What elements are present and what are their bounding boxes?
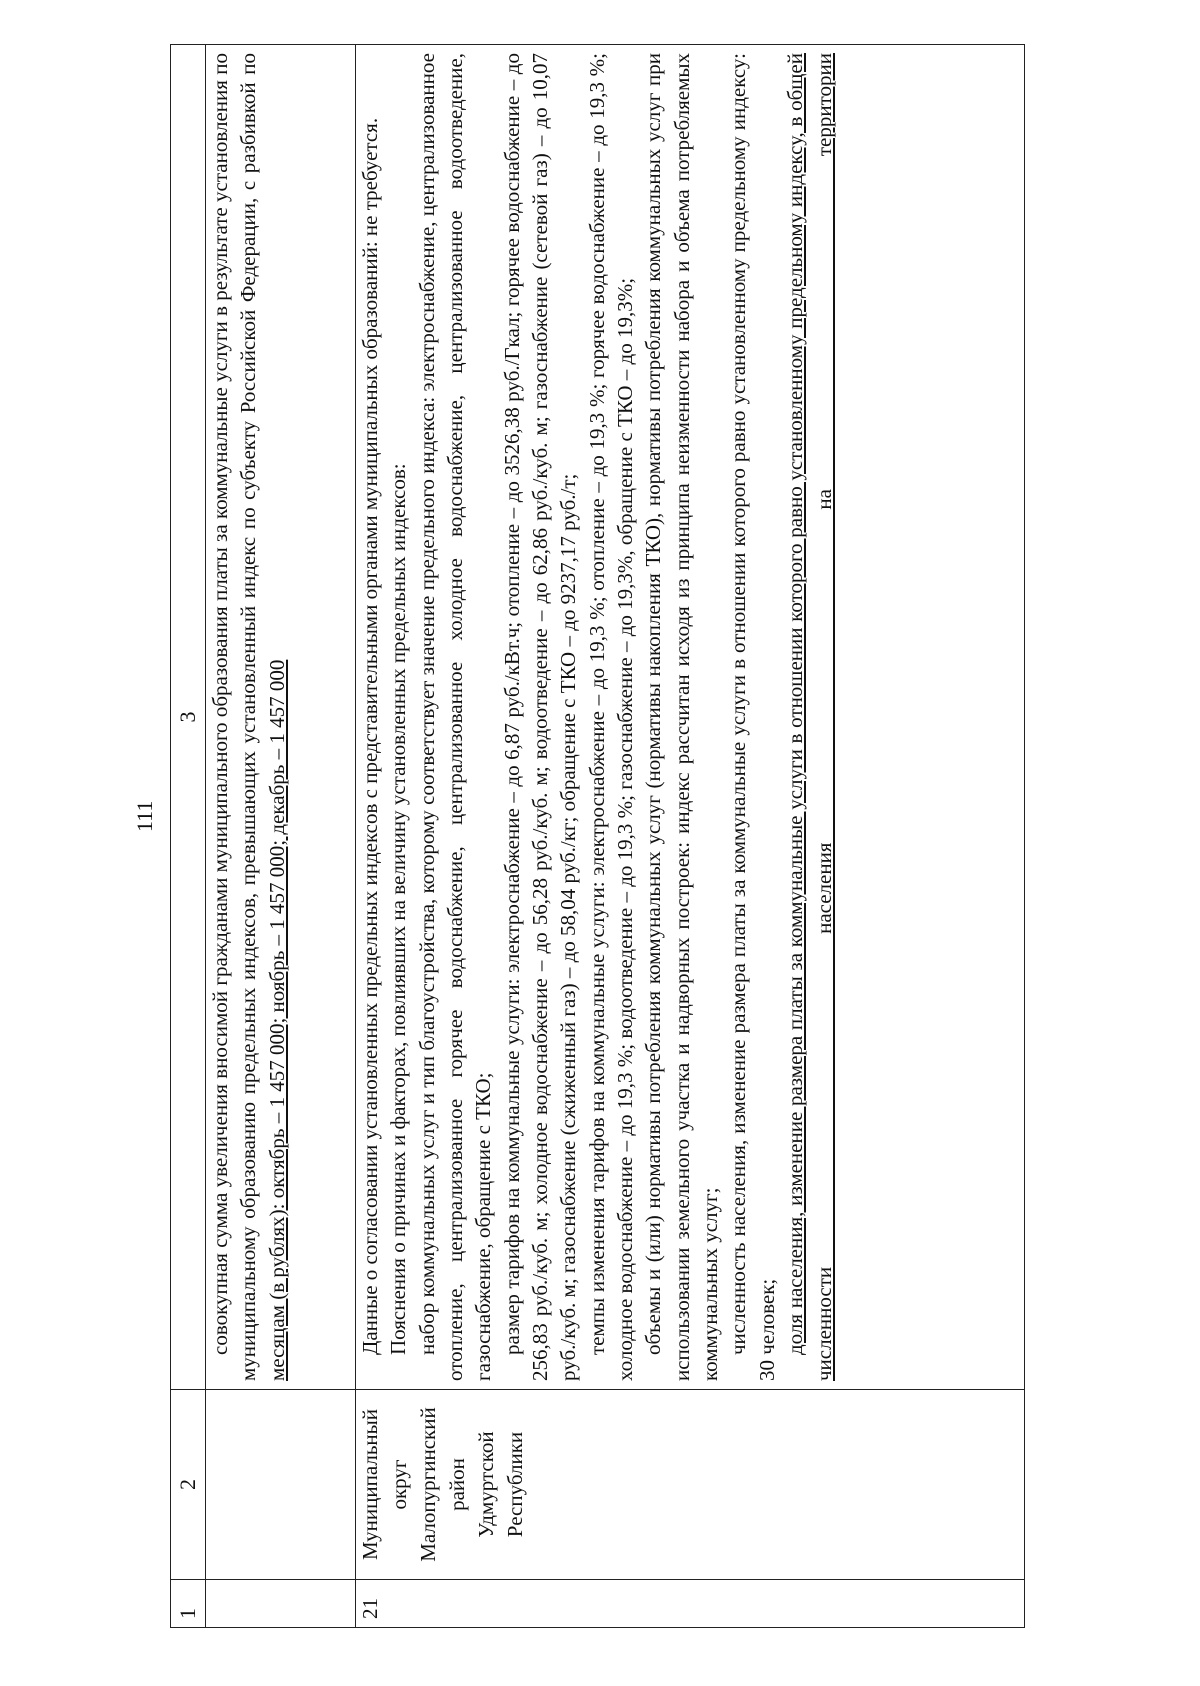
- page-number: 111: [132, 800, 157, 832]
- header-col-2: 2: [171, 1390, 206, 1580]
- paragraph-services-set: набор коммунальных услуг и тип благоустройства, которому соответствует значение предельного индекса: электроснабжение, централизованное отопление, централизованное горячее водоснабжение, централизованное холодное водоснабжение, централизованное водоотведение, газоснабжение, обращение с ТКО;: [414, 53, 496, 1381]
- region-line: район: [444, 1458, 469, 1511]
- region-line: Муниципальный: [358, 1409, 382, 1560]
- region-line: Республики: [502, 1431, 527, 1538]
- row-number: 21: [356, 1580, 1025, 1628]
- region-name: [356, 1390, 1025, 1580]
- continuation-underlined-text: месяцам (в рублях): октябрь – 1 457 000; ноябрь – 1 457 000; декабрь – 1 457 000: [264, 659, 289, 1381]
- paragraph-population: численность населения, изменение размера платы за коммунальные услуги в отношении которого равно установленному предельному индексу: 30 человек;: [726, 53, 779, 1381]
- data-table: [170, 44, 1025, 1628]
- continuation-text: совокупная сумма увеличения вносимой гражданами муниципального образования платы за коммунальные услуги в результате установления по муниципальному образованию предельных индексов, превышающих установленный индекс по субъекту Российской Федерации, с разбивкой по: [208, 53, 261, 1381]
- table-row-21: [356, 45, 1025, 1628]
- continuation-col-2: [206, 1390, 356, 1580]
- region-line: Удмуртской: [473, 1431, 498, 1538]
- table-row-continuation: [206, 45, 356, 1628]
- rotated-document: [170, 44, 1025, 1628]
- continuation-paragraph: [206, 53, 291, 1381]
- row-21-description: [356, 45, 1025, 1390]
- paragraph-tariff-rates: темпы изменения тарифов на коммунальные услуги: электроснабжение – до 19,3 %; отопление – до 19,3 %; горячее водоснабжение – до 19,3 %; холодное водоснабжение – до 19,3 %; водоотведение – до 19,3 %; газоснабжение – до 19,3%, обращение с ТКО – до 19,3%;: [584, 53, 638, 1381]
- paragraph-approval: Данные о согласовании установленных предельных индексов с представительными органами муниципальных образований: не требуется.: [358, 117, 382, 1355]
- paragraph-population-share: доля населения, изменение размера платы за коммунальные услуги в отношении которого равно установленному предельному индексу, в общей численности населения на территории: [783, 53, 836, 1381]
- paragraph-explanations: Пояснения о причинах и факторах, повлиявших на величину установленных предельных индексов:: [386, 463, 411, 1355]
- continuation-col-1: [206, 1580, 356, 1628]
- header-col-1: 1: [171, 1580, 206, 1628]
- region-line: округ: [386, 1459, 411, 1510]
- header-col-3: 3: [171, 45, 206, 1390]
- paragraph-tariff-sizes: размер тарифов на коммунальные услуги: электроснабжение – до 6,87 руб./кВт.ч; отопление – до 3526,38 руб./Гкал; горячее водоснабжение – до 256,83 руб./куб. м; холодное водоснабжение – до 56,28 руб./куб. м; водоотведение – до 62,86 руб./куб. м; газоснабжение (сетевой газ) – до 10,07 руб./куб. м; газоснабжение (сжиженный газ) – до 58,04 руб./кг; обращение с ТКО – до 9237,17 руб./т;: [499, 53, 581, 1381]
- region-line: Малопургинский: [415, 1407, 440, 1562]
- continuation-col-3: [206, 45, 356, 1390]
- paragraph-consumption-norms: объемы и (или) нормативы потребления коммунальных услуг (нормативы накопления ТКО), нормативы потребления коммунальных услуг при использовании земельного участка и надворных построек: индекс рассчитан исходя из принципа неизменности набора и объема потребляемых коммунальных услуг;: [641, 53, 723, 1381]
- table-header-row: [171, 45, 206, 1628]
